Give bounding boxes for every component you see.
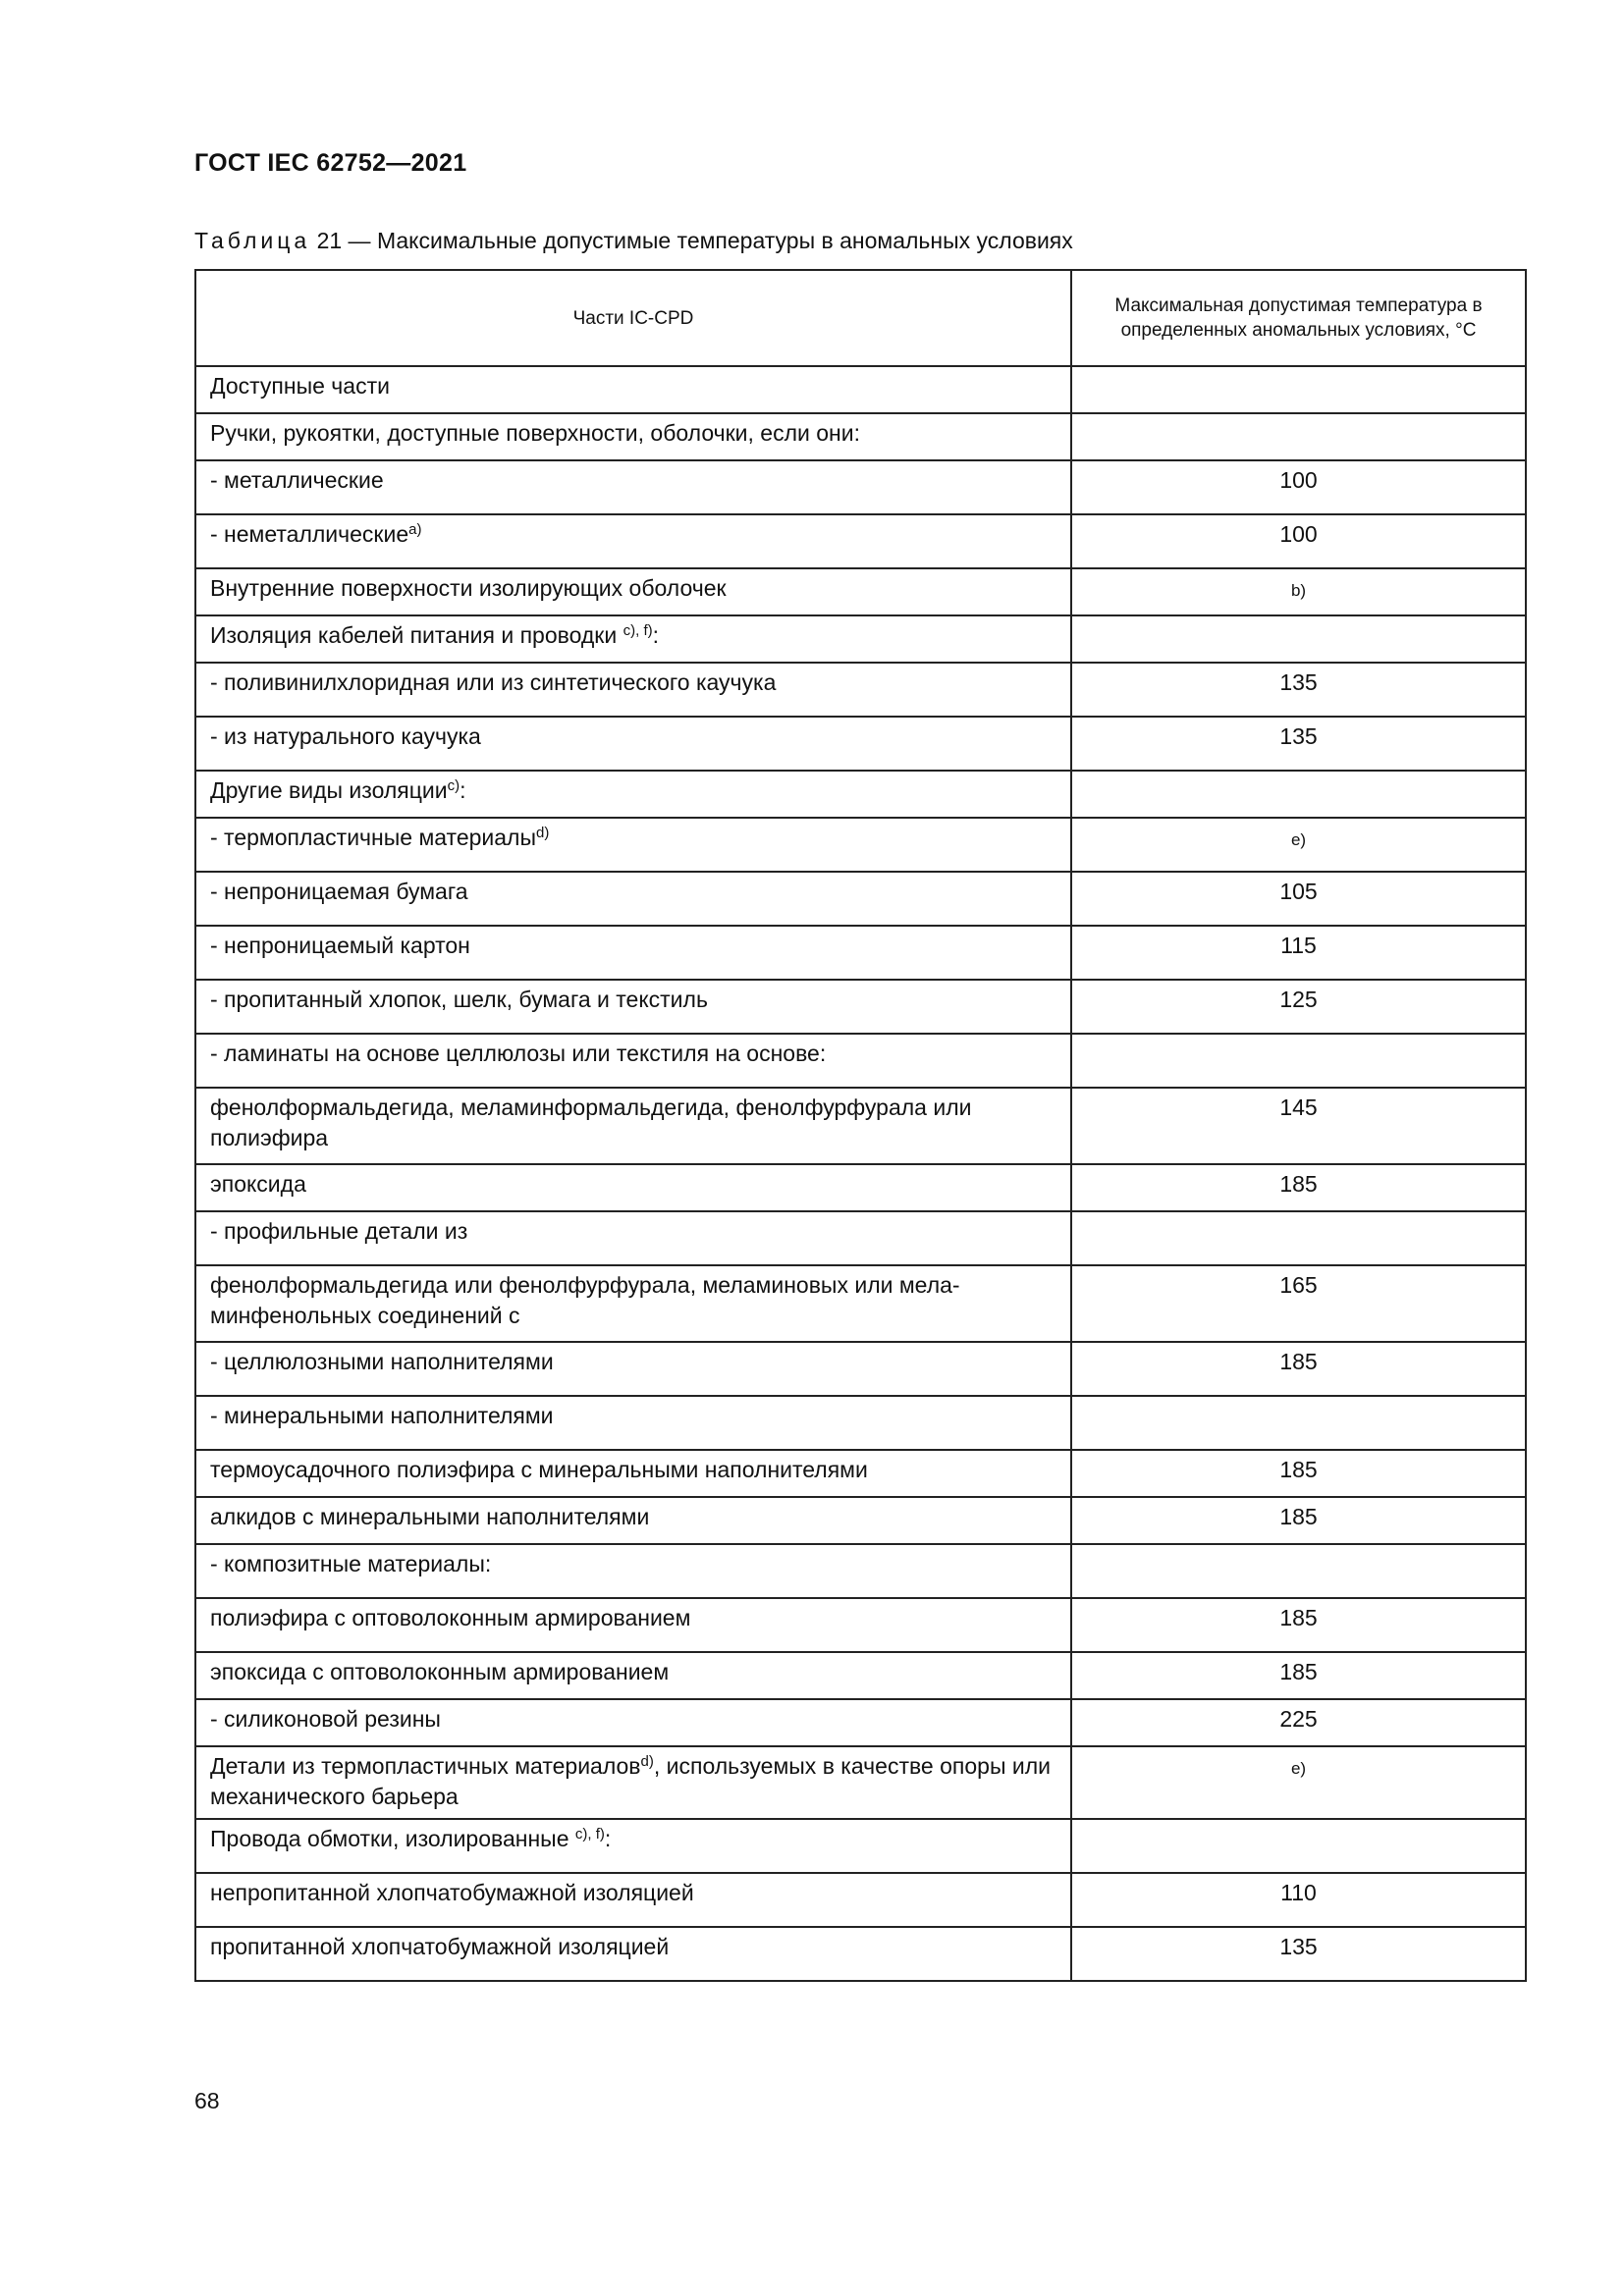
row-part — [195, 1544, 1071, 1598]
row-part-text: - целлюлозными наполнителями — [210, 1349, 554, 1374]
row-part-suffix: , используемых в качестве опоры или механического барьера — [210, 1753, 1051, 1809]
row-max-temperature — [1071, 1211, 1526, 1265]
row-part-suffix: : — [604, 1826, 612, 1851]
table-row — [195, 1699, 1526, 1746]
row-max-temperature: b) — [1071, 568, 1526, 615]
row-max-temperature — [1071, 771, 1526, 818]
footnote-reference: a) — [408, 521, 422, 538]
row-part-text: - термопластичные материалы — [210, 825, 537, 850]
footnote-reference: c), f) — [623, 622, 653, 639]
table-caption — [194, 228, 1073, 254]
row-part-text: - силиконовой резины — [210, 1706, 441, 1732]
temperature-table — [194, 269, 1527, 1982]
row-max-temperature: 135 — [1071, 663, 1526, 717]
footnote-reference: d) — [640, 1753, 654, 1770]
row-part — [195, 1211, 1071, 1265]
row-part — [195, 514, 1071, 568]
row-part-text: - минеральными наполнителями — [210, 1403, 554, 1428]
row-part-text: пропитанной хлопчатобумажной изоляцией — [210, 1934, 670, 1959]
table-row — [195, 460, 1526, 514]
row-part-text: - непроницаемая бумага — [210, 879, 468, 904]
row-max-temperature: 110 — [1071, 1873, 1526, 1927]
row-part-text: Провода обмотки, изолированные — [210, 1826, 575, 1851]
row-max-temperature: 165 — [1071, 1265, 1526, 1342]
table-row — [195, 1598, 1526, 1652]
table-row — [195, 717, 1526, 771]
row-part-text: эпоксида — [210, 1171, 306, 1197]
table-row — [195, 1265, 1526, 1342]
row-max-temperature: 135 — [1071, 717, 1526, 771]
table-row — [195, 1819, 1526, 1873]
row-max-temperature: 105 — [1071, 872, 1526, 926]
row-max-temperature: 125 — [1071, 980, 1526, 1034]
row-part — [195, 1265, 1071, 1342]
row-max-temperature: 185 — [1071, 1342, 1526, 1396]
table-header — [195, 270, 1526, 366]
table-row — [195, 1497, 1526, 1544]
row-part-text: - из натурального каучука — [210, 723, 481, 749]
row-part — [195, 568, 1071, 615]
row-part — [195, 1396, 1071, 1450]
row-part-text: Внутренние поверхности изолирующих оболочек — [210, 575, 727, 601]
row-part — [195, 1450, 1071, 1497]
row-max-temperature — [1071, 366, 1526, 413]
table-row — [195, 1211, 1526, 1265]
header-max-temperature: Максимальная допустимая температура в определенных аномальных условиях, °С — [1071, 270, 1526, 366]
table-row — [195, 1034, 1526, 1088]
row-part — [195, 615, 1071, 663]
footnote-reference: d) — [536, 825, 550, 841]
row-part — [195, 1652, 1071, 1699]
row-part — [195, 1819, 1071, 1873]
row-max-temperature: 225 — [1071, 1699, 1526, 1746]
table-row — [195, 1746, 1526, 1819]
row-max-temperature — [1071, 1396, 1526, 1450]
row-part — [195, 1699, 1071, 1746]
row-part-text: - пропитанный хлопок, шелк, бумага и текстиль — [210, 987, 708, 1012]
row-max-temperature: e) — [1071, 818, 1526, 872]
row-part — [195, 1927, 1071, 1981]
row-part-text: - поливинилхлоридная или из синтетического каучука — [210, 669, 777, 695]
row-part — [195, 926, 1071, 980]
row-max-temperature: 115 — [1071, 926, 1526, 980]
row-part — [195, 818, 1071, 872]
row-part — [195, 1746, 1071, 1819]
table-row — [195, 1088, 1526, 1164]
row-part — [195, 366, 1071, 413]
header-row — [195, 270, 1526, 366]
row-max-temperature: 100 — [1071, 460, 1526, 514]
table-row — [195, 771, 1526, 818]
document-title: ГОСТ IEC 62752—2021 — [194, 149, 467, 177]
row-max-temperature: 100 — [1071, 514, 1526, 568]
row-part — [195, 1034, 1071, 1088]
row-part-text: - металлические — [210, 467, 384, 493]
table-row — [195, 366, 1526, 413]
row-part — [195, 1598, 1071, 1652]
row-max-temperature: e) — [1071, 1746, 1526, 1819]
row-part-text: термоусадочного полиэфира с минеральными наполнителями — [210, 1457, 868, 1482]
row-max-temperature — [1071, 615, 1526, 663]
row-max-temperature: 135 — [1071, 1927, 1526, 1981]
row-part — [195, 1873, 1071, 1927]
row-part-text: - ламинаты на основе целлюлозы или текстиля на основе: — [210, 1041, 827, 1066]
row-part — [195, 980, 1071, 1034]
table-row — [195, 1652, 1526, 1699]
table-caption-text: 21 — Максимальные допустимые температуры в аномальных условиях — [310, 228, 1073, 253]
row-max-temperature: 145 — [1071, 1088, 1526, 1164]
table-row — [195, 615, 1526, 663]
row-part-text: непропитанной хлопчатобумажной изоляцией — [210, 1880, 694, 1905]
table-row — [195, 1873, 1526, 1927]
row-part — [195, 1342, 1071, 1396]
row-part-text: Ручки, рукоятки, доступные поверхности, оболочки, если они: — [210, 420, 860, 446]
table-row — [195, 1164, 1526, 1211]
row-part — [195, 1164, 1071, 1211]
header-parts: Части IC-CPD — [195, 270, 1071, 366]
row-part-text: Детали из термопластичных материалов — [210, 1753, 641, 1779]
row-part-text: эпоксида с оптоволоконным армированием — [210, 1659, 670, 1684]
table-row — [195, 1396, 1526, 1450]
row-part-text: Доступные части — [210, 373, 390, 399]
row-part-text: - непроницаемый картон — [210, 933, 470, 958]
table-row — [195, 926, 1526, 980]
row-part-text: алкидов с минеральными наполнителями — [210, 1504, 650, 1529]
row-part-suffix: : — [652, 622, 659, 648]
row-part — [195, 1088, 1071, 1164]
row-max-temperature: 185 — [1071, 1164, 1526, 1211]
row-part — [195, 717, 1071, 771]
row-part-text: полиэфира с оптоволоконным армированием — [210, 1605, 691, 1630]
row-part — [195, 460, 1071, 514]
row-part-text: - композитные материалы: — [210, 1551, 492, 1576]
row-max-temperature — [1071, 413, 1526, 460]
row-part-text: Изоляция кабелей питания и проводки — [210, 622, 623, 648]
page-number: 68 — [194, 2088, 220, 2113]
row-part — [195, 1497, 1071, 1544]
table-row — [195, 818, 1526, 872]
row-max-temperature — [1071, 1544, 1526, 1598]
row-max-temperature: 185 — [1071, 1598, 1526, 1652]
row-part-suffix: : — [460, 777, 466, 803]
row-part — [195, 413, 1071, 460]
table-row — [195, 663, 1526, 717]
row-max-temperature — [1071, 1034, 1526, 1088]
table-row — [195, 514, 1526, 568]
row-max-temperature: 185 — [1071, 1652, 1526, 1699]
row-max-temperature — [1071, 1819, 1526, 1873]
table-row — [195, 568, 1526, 615]
table-caption-prefix: Таблица — [194, 228, 311, 253]
table-row — [195, 980, 1526, 1034]
row-part — [195, 663, 1071, 717]
footnote-reference: c), f) — [574, 1826, 605, 1842]
table-row — [195, 872, 1526, 926]
row-part-text: фенолформальдегида, меламинформальдегида, фенолфурфурала или полиэфира — [210, 1095, 972, 1150]
footnote-reference: c) — [447, 777, 460, 794]
table-row — [195, 1927, 1526, 1981]
row-part-text: фенолформальдегида или фенолфурфурала, меламиновых или мела-минфенольных соединений с — [210, 1272, 960, 1328]
table-body — [195, 366, 1526, 1981]
table-row — [195, 1544, 1526, 1598]
row-part — [195, 872, 1071, 926]
row-max-temperature: 185 — [1071, 1497, 1526, 1544]
row-part-text: - неметаллические — [210, 521, 409, 547]
row-part-text: Другие виды изоляции — [210, 777, 448, 803]
row-part — [195, 771, 1071, 818]
table-row — [195, 1342, 1526, 1396]
table-row — [195, 413, 1526, 460]
table-row — [195, 1450, 1526, 1497]
row-max-temperature: 185 — [1071, 1450, 1526, 1497]
row-part-text: - профильные детали из — [210, 1218, 468, 1244]
